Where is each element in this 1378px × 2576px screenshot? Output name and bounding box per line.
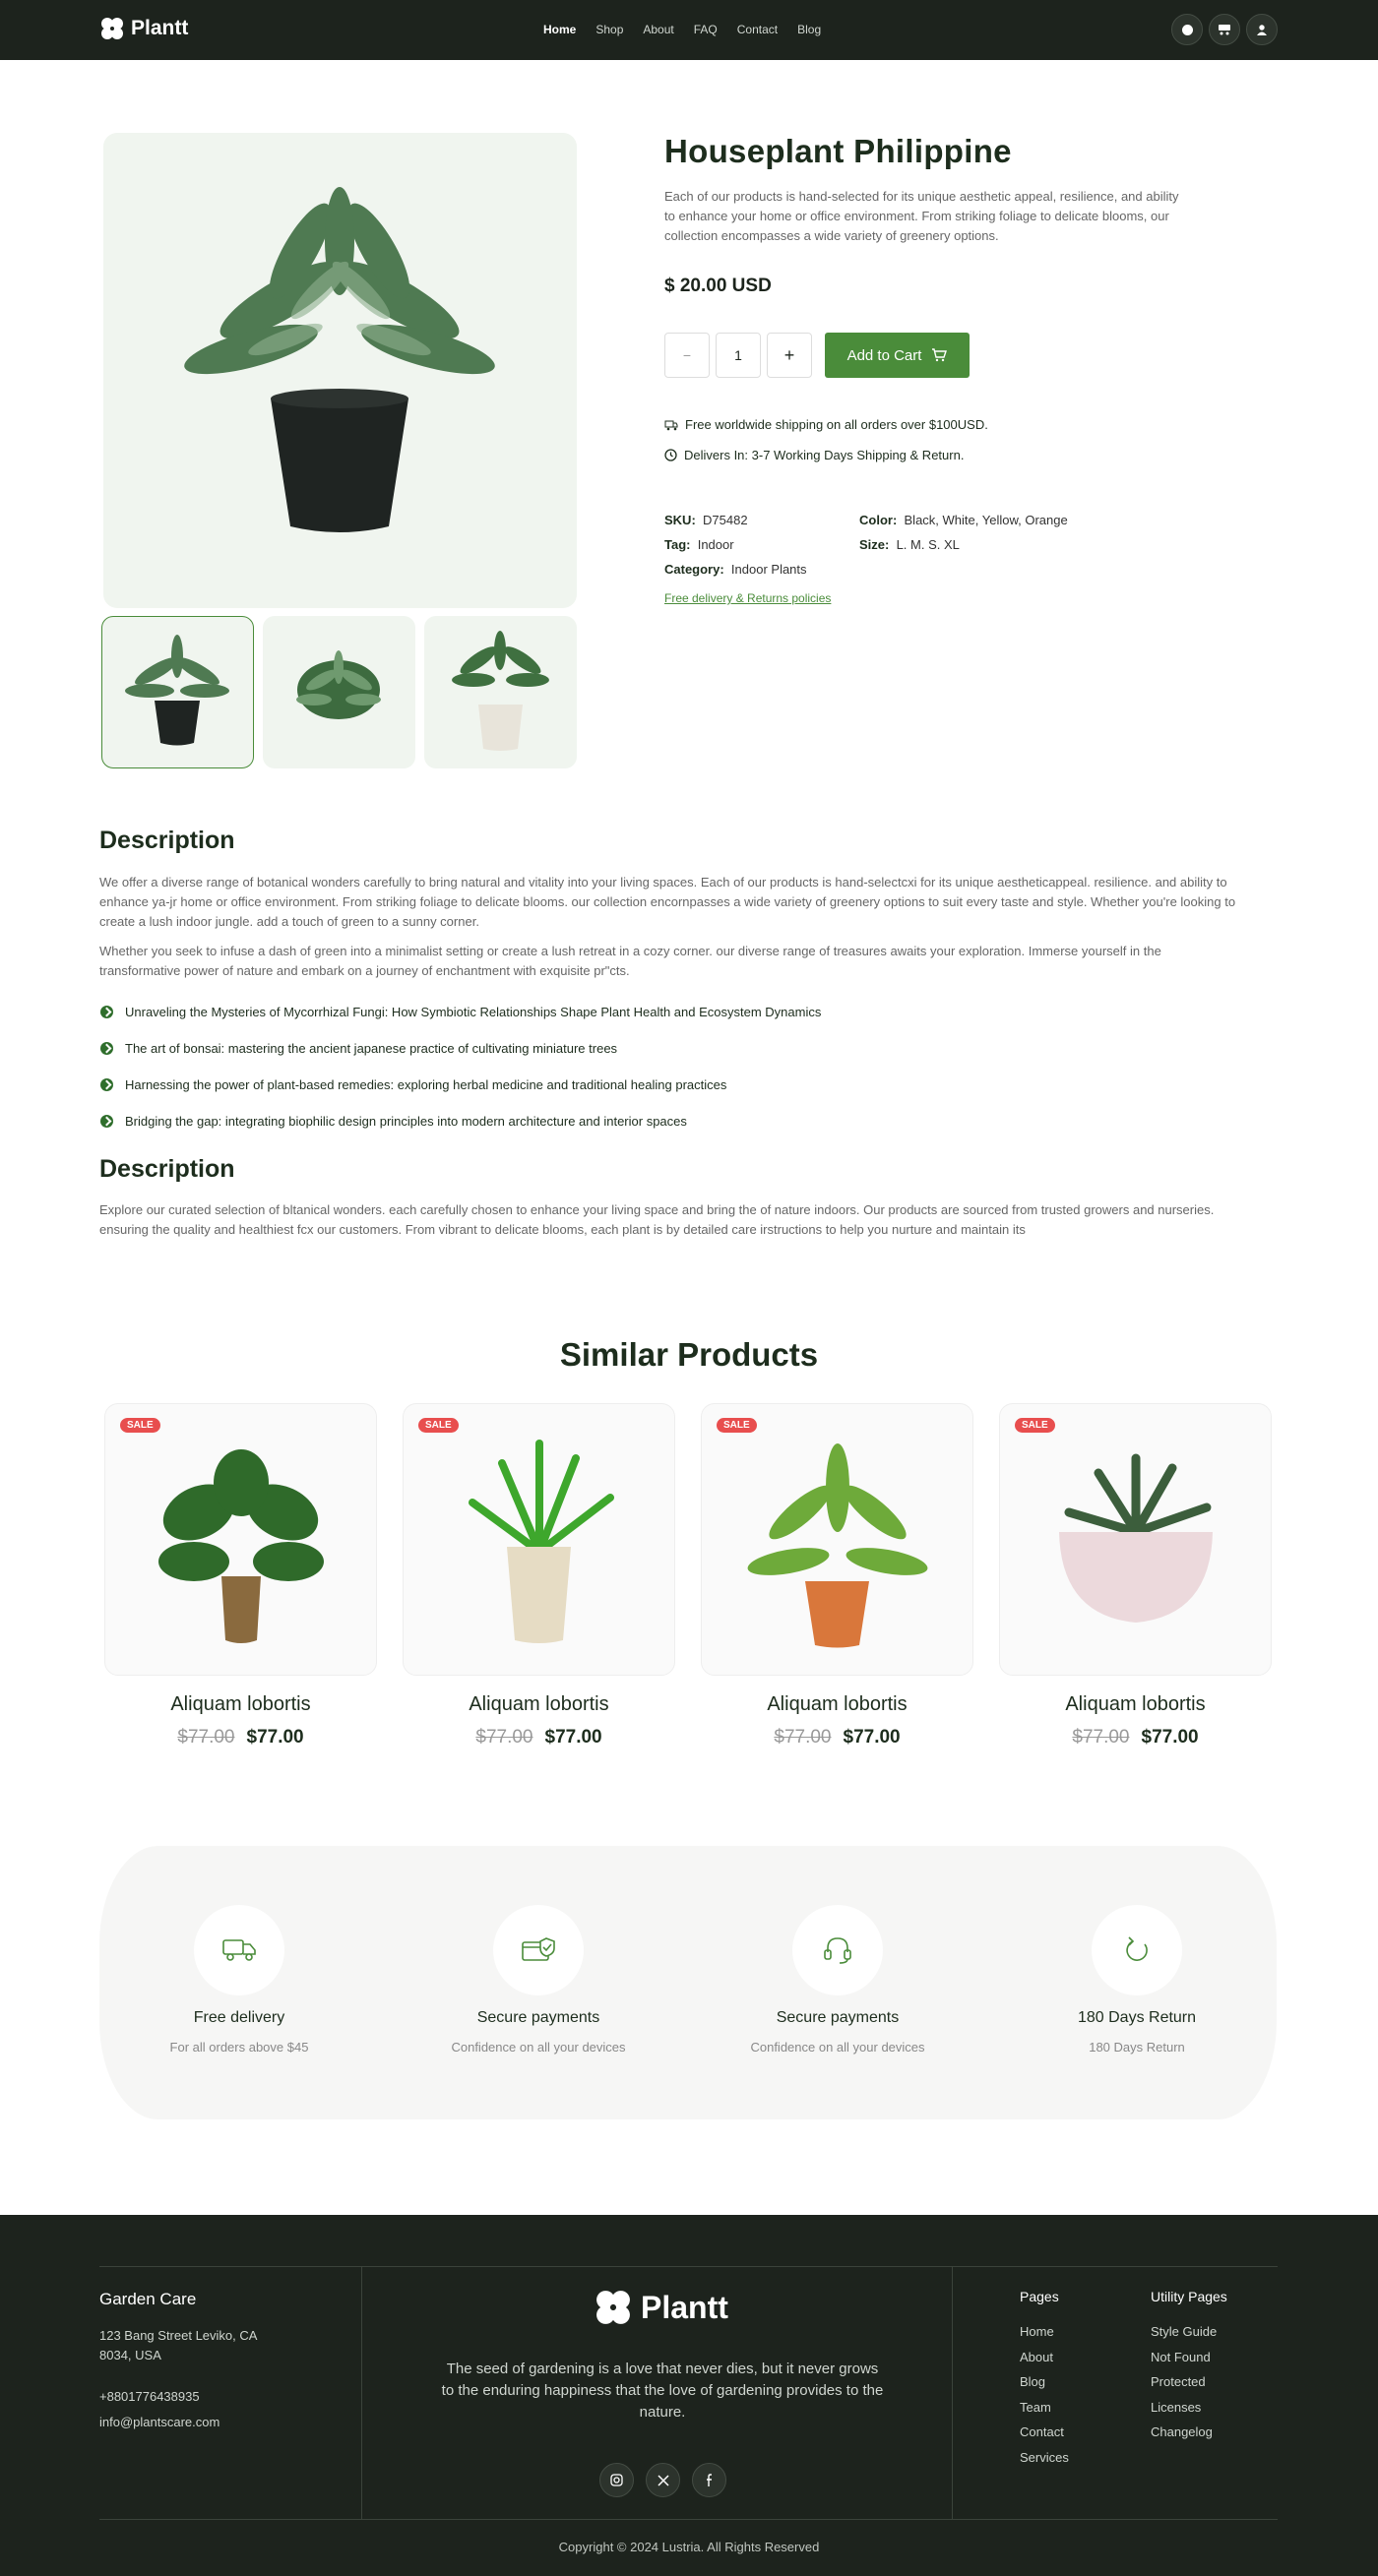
description-paragraph-3: Explore our curated selection of bltanical wonders. each carefully chosen to enhance your living space and bring the of nature indoors. Our products are sourced from trusted growers and nurseries. ensuring the quality and healthiest fcx our customers. From vibrant to delicate blooms, each plant is by detailed care irstructions to help you nurture and maintain its (99, 1202, 1215, 1237)
tag-label: Tag: (664, 537, 691, 552)
shipping-info (664, 417, 988, 432)
user-button[interactable] (1246, 14, 1278, 45)
features-strip (99, 1846, 1277, 2119)
delivery-text: Delivers In: 3-7 Working Days Shipping & Return. (684, 448, 965, 462)
quantity-plus-button[interactable]: + (767, 333, 812, 378)
clover-logo-icon (594, 2288, 633, 2327)
site-logo[interactable] (99, 16, 188, 41)
nav-blog[interactable]: Blog (797, 23, 822, 36)
feature-icon-circle (194, 1905, 284, 1995)
nav-home[interactable]: Home (543, 23, 577, 36)
product-title: Houseplant Philippine (664, 133, 1012, 169)
bullet-item (100, 1114, 687, 1129)
product-price (701, 1727, 973, 1748)
feature-subtitle: Confidence on all your devices (451, 2040, 626, 2055)
footer-phone[interactable]: +8801776438935 (99, 2389, 200, 2404)
footer-address-line: 8034, USA (99, 2348, 161, 2362)
instagram-button[interactable] (599, 2463, 634, 2497)
truck-icon (664, 419, 678, 431)
footer-link-licenses[interactable]: Licenses (1151, 2400, 1202, 2415)
size-value: L. M. S. XL (896, 537, 960, 552)
sale-price: $77.00 (843, 1727, 901, 1748)
facebook-button[interactable] (692, 2463, 726, 2497)
color-value: Black, White, Yellow, Orange (904, 513, 1068, 527)
nav-faq[interactable]: FAQ (693, 23, 718, 36)
truck-icon (219, 1934, 259, 1966)
pages-title: Pages (1020, 2289, 1059, 2304)
quantity-input[interactable]: 1 (716, 333, 761, 378)
footer-tagline: The seed of gardening is a love that never dies, but it never grows to the enduring happiness that the love of gardening provides to the nature. (441, 2361, 884, 2421)
nav-contact[interactable]: Contact (736, 23, 779, 36)
product-name[interactable]: Aliquam lobortis (1065, 1693, 1206, 1715)
size-label: Size: (859, 537, 890, 552)
product-price (403, 1727, 675, 1748)
sale-badge: SALE (418, 1418, 459, 1433)
old-price: $77.00 (177, 1727, 235, 1748)
tag-row (664, 537, 734, 552)
plant-image (1000, 1404, 1273, 1677)
plant-image (702, 1404, 974, 1677)
sale-price: $77.00 (246, 1727, 304, 1748)
footer-link-services[interactable]: Services (1020, 2450, 1069, 2465)
plant-thumb-image (263, 616, 415, 768)
footer-email[interactable]: info@plantscare.com (99, 2415, 220, 2429)
category-row (664, 562, 807, 577)
card-shield-icon (519, 1934, 558, 1966)
bullet-item (100, 1077, 726, 1092)
sale-price: $77.00 (544, 1727, 602, 1748)
user-icon (1256, 24, 1268, 35)
footer-address-line: 123 Bang Street Leviko, CA (99, 2328, 258, 2343)
footer-link-about[interactable]: About (1020, 2350, 1053, 2364)
footer-divider-bottom (99, 2519, 1278, 2520)
feature-title: Secure payments (776, 2009, 900, 2026)
cart-icon (931, 348, 947, 362)
check-icon (100, 1006, 113, 1018)
color-row (859, 513, 1068, 527)
check-icon (100, 1078, 113, 1091)
old-price: $77.00 (475, 1727, 533, 1748)
old-price: $77.00 (1072, 1727, 1130, 1748)
main-nav (543, 23, 841, 36)
facebook-icon (706, 2474, 714, 2486)
product-description: Each of our products is hand-selected for its unique aesthetic appeal, resilience, and ability to enhance your home or office environment. From striking foliage to delicate blooms, our collection encompasses a wide variety of greenery options. (664, 189, 1179, 243)
plant-image (103, 133, 577, 608)
footer-col-title: Garden Care (99, 2290, 197, 2308)
feature-title: Free delivery (193, 2009, 285, 2026)
product-price (104, 1727, 377, 1748)
shipping-text: Free worldwide shipping on all orders over $100USD. (685, 417, 988, 432)
bullet-text: The art of bonsai: mastering the ancient japanese practice of cultivating miniature trees (125, 1041, 618, 1056)
similar-products-heading: Similar Products (559, 1336, 819, 1373)
copyright: Copyright © 2024 Lustria. All Rights Reserved (558, 2540, 820, 2554)
thumbnail-1[interactable] (101, 616, 254, 768)
footer-link-protected[interactable]: Protected (1151, 2374, 1206, 2389)
feature-icon-circle (1092, 1905, 1182, 1995)
sku-value: D75482 (703, 513, 748, 527)
sale-badge: SALE (1015, 1418, 1055, 1433)
sku-row (664, 513, 748, 527)
footer-divider-top (99, 2266, 1278, 2267)
product-card[interactable] (104, 1403, 377, 1676)
sale-badge: SALE (120, 1418, 160, 1433)
product-price: $ 20.00 USD (664, 276, 772, 296)
bullet-text: Unraveling the Mysteries of Mycorrhizal Fungi: How Symbiotic Relationships Shape Plant Health and Ecosystem Dynamics (125, 1005, 822, 1019)
product-card[interactable] (701, 1403, 973, 1676)
add-to-cart-label: Add to Cart (846, 346, 922, 364)
x-icon (658, 2475, 669, 2486)
old-price: $77.00 (774, 1727, 832, 1748)
search-icon (1182, 25, 1193, 35)
footer-link-contact[interactable]: Contact (1020, 2424, 1064, 2439)
feature-icon-circle (792, 1905, 883, 1995)
feature-title: Secure payments (476, 2009, 600, 2026)
clover-logo-icon (99, 16, 125, 41)
footer-link-home[interactable]: Home (1020, 2324, 1054, 2339)
thumbnail-3[interactable] (424, 616, 577, 768)
plant-thumb-image (102, 617, 252, 767)
category-label: Category: (664, 562, 724, 577)
footer-link-blog[interactable]: Blog (1020, 2374, 1046, 2389)
delivery-info (664, 448, 964, 462)
return-icon (1119, 1932, 1155, 1968)
product-price (999, 1727, 1272, 1748)
footer-logo[interactable] (594, 2288, 728, 2327)
clock-icon (664, 449, 677, 461)
feature-icon-circle (493, 1905, 584, 1995)
footer-divider (361, 2266, 362, 2519)
description-paragraph-1: We offer a diverse range of botanical wonders carefully to bring natural and vitality into your living spaces. Each of our products is hand-selectcxi for its unique aestheticappeal. resilience. and ability to enhance ya-jr home or office environment. From striking foliage to delicate blooms. our collection encornpasses a wide variety of greenery options to suit every taste and style. Whether you're looking to create a lush indoor jungle. add a touch of green to a sunny corner. (99, 875, 1236, 929)
product-name[interactable]: Aliquam lobortis (469, 1693, 609, 1715)
cart-icon (1218, 24, 1231, 35)
cart-button[interactable] (1209, 14, 1240, 45)
x-twitter-button[interactable] (646, 2463, 680, 2497)
nav-about[interactable]: About (643, 23, 674, 36)
product-card[interactable] (403, 1403, 675, 1676)
logo-text: Plantt (131, 17, 189, 39)
footer-link-changelog[interactable]: Changelog (1151, 2424, 1213, 2439)
category-value: Indoor Plants (730, 562, 807, 577)
sale-badge: SALE (717, 1418, 757, 1433)
tag-value: Indoor (697, 537, 734, 552)
bullet-item (100, 1005, 821, 1019)
check-icon (100, 1042, 113, 1055)
nav-shop[interactable]: Shop (595, 23, 624, 36)
bullet-item (100, 1041, 617, 1056)
description-heading-2: Description (99, 1155, 235, 1183)
bullet-text: Bridging the gap: integrating biophilic design principles into modern architecture and interior spaces (125, 1114, 687, 1129)
product-main-image[interactable] (103, 133, 577, 608)
sku-label: SKU: (664, 513, 696, 527)
instagram-icon (610, 2474, 623, 2486)
headset-icon (820, 1932, 855, 1968)
footer-link-style-guide[interactable]: Style Guide (1151, 2324, 1218, 2339)
add-to-cart-button[interactable] (825, 333, 970, 378)
search-button[interactable] (1171, 14, 1203, 45)
quantity-minus-button[interactable]: − (664, 333, 710, 378)
thumbnail-2[interactable] (263, 616, 415, 768)
footer-link-team[interactable]: Team (1020, 2400, 1051, 2415)
footer-divider (952, 2266, 953, 2519)
feature-subtitle: For all orders above $45 (169, 2040, 309, 2055)
utility-title: Utility Pages (1151, 2289, 1227, 2304)
check-icon (100, 1115, 113, 1128)
plant-image (105, 1404, 378, 1677)
product-card[interactable] (999, 1403, 1272, 1676)
footer-link-not-found[interactable]: Not Found (1151, 2350, 1211, 2364)
description-paragraph-2: Whether you seek to infuse a dash of green into a minimalist setting or create a lush retreat in a cozy corner. our diverse range of treasures awaits your exploration. Immerse yourself in the transformative power of nature and embark on a journey of enchantment with exquisite pr"cts. (99, 944, 1161, 978)
feature-subtitle: Confidence on all your devices (750, 2040, 925, 2055)
feature-title: 180 Days Return (1077, 2009, 1197, 2026)
plant-image (404, 1404, 676, 1677)
size-row (859, 537, 960, 552)
bullet-text: Harnessing the power of plant-based remedies: exploring herbal medicine and traditional healing practices (125, 1077, 727, 1092)
sale-price: $77.00 (1141, 1727, 1199, 1748)
description-heading: Description (99, 827, 235, 854)
product-name[interactable]: Aliquam lobortis (170, 1693, 311, 1715)
feature-subtitle: 180 Days Return (1089, 2040, 1185, 2055)
product-name[interactable]: Aliquam lobortis (767, 1693, 908, 1715)
returns-policy-link[interactable]: Free delivery & Returns policies (664, 591, 832, 605)
color-label: Color: (859, 513, 898, 527)
plant-thumb-image (424, 616, 577, 768)
footer-logo-text: Plantt (641, 2289, 728, 2325)
